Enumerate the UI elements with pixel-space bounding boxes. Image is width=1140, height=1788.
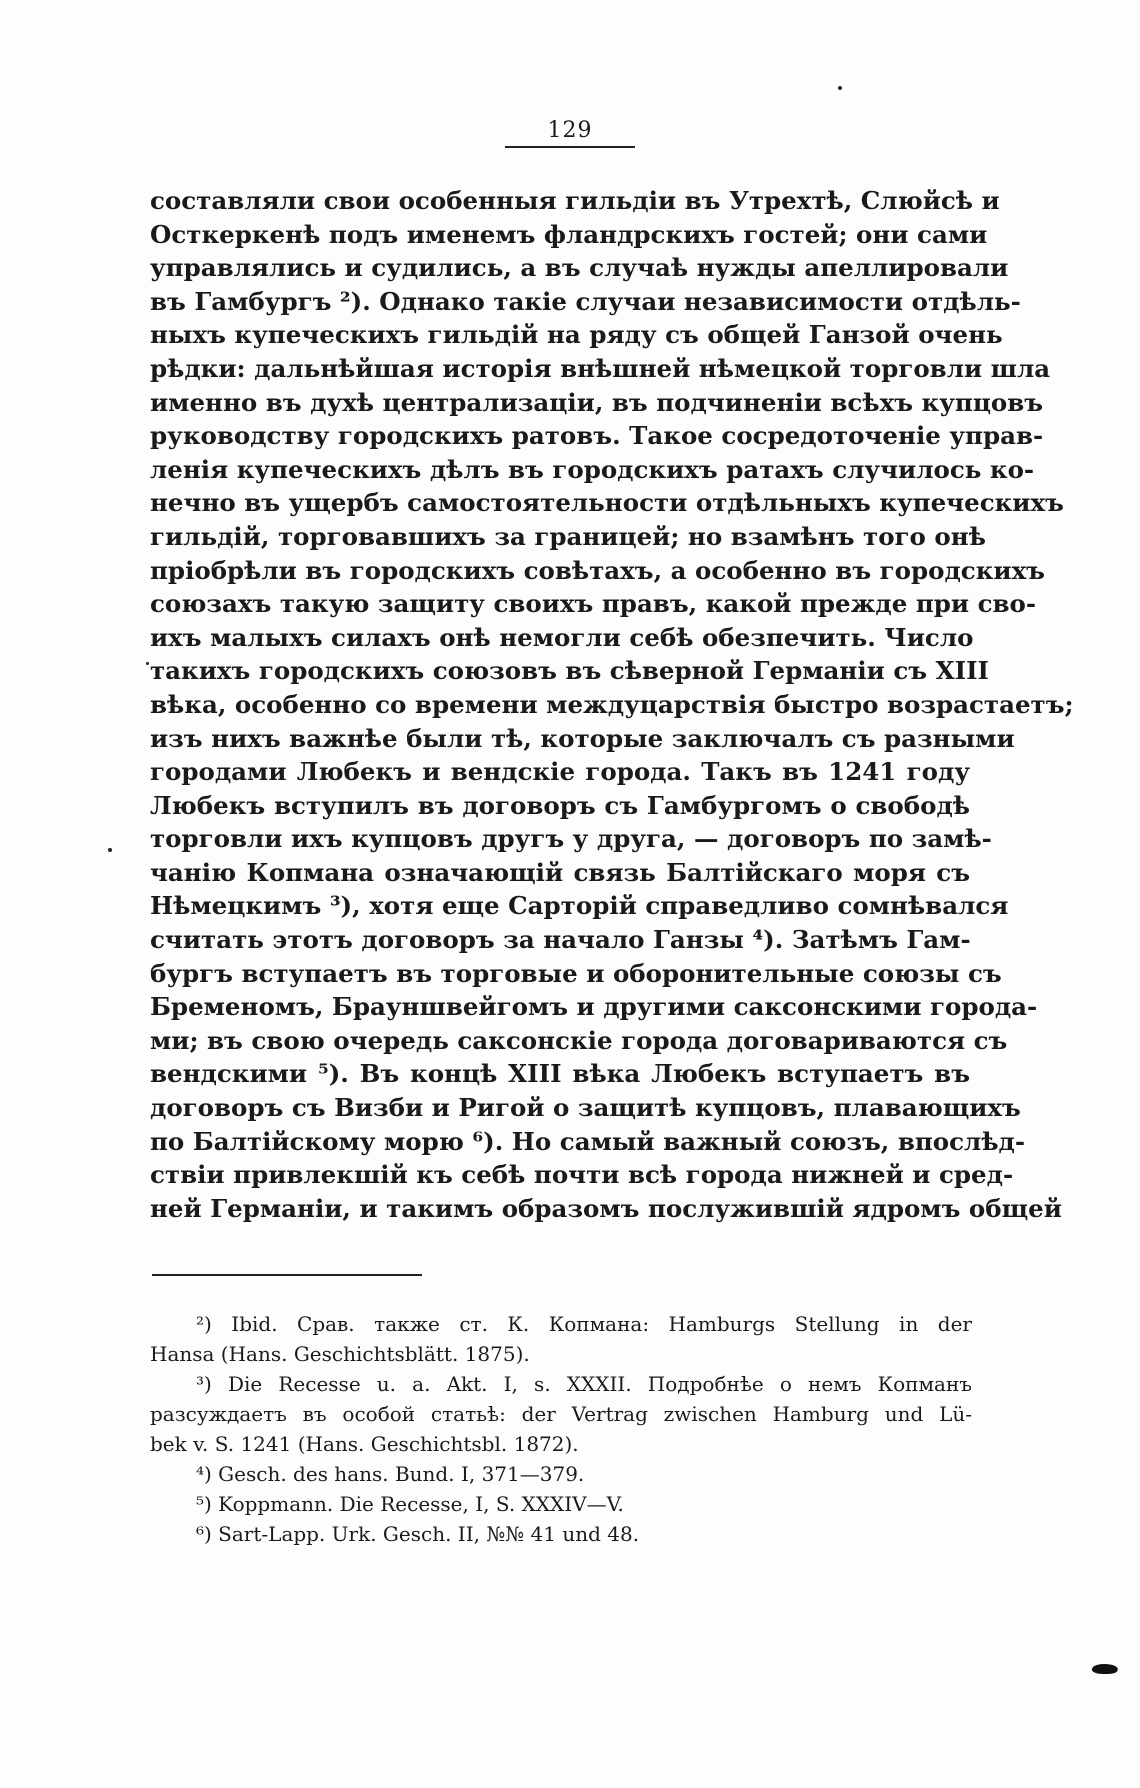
- page-number-rule: [505, 146, 635, 148]
- main-text: [150, 184, 1074, 1225]
- text-line: ленія купеческихъ дѣлъ въ городскихъ ратахъ случилось ко-: [150, 454, 1035, 484]
- edge-mark: [1090, 1664, 1120, 1674]
- text-line: ней Германіи, и такимъ образомъ послужившій ядромъ общей: [150, 1193, 1062, 1223]
- ink-speck: [838, 86, 842, 90]
- footnote-line: bek v. S. 1241 (Hans. Geschichtsbl. 1872).: [150, 1432, 579, 1456]
- footnotes: [150, 1309, 972, 1549]
- text-line: чанію Копмана означающій связь Балтійскаго моря съ: [150, 857, 970, 887]
- text-line: Любекъ вступилъ въ договоръ съ Гамбургомъ о свободѣ: [150, 790, 970, 820]
- text-line: вѣка, особенно со времени междуцарствія быстро возрастаетъ;: [150, 689, 1074, 719]
- footnote-line: ³) Die Recesse u. a. Akt. I, s. XXXII. Подробнѣе о немъ Копманъ: [196, 1372, 972, 1396]
- footnote-line: ⁶) Sart-Lapp. Urk. Gesch. II, №№ 41 und 48.: [196, 1522, 640, 1546]
- text-line: считать этотъ договоръ за начало Ганзы ⁴). Затѣмъ Гам-: [150, 925, 971, 955]
- footnote-line: ⁵) Koppmann. Die Recesse, I, S. XXXIV—V.: [196, 1492, 624, 1516]
- text-line: Осткеркенѣ подъ именемъ фландрскихъ гостей; они сами: [150, 219, 988, 249]
- text-line: бургъ вступаетъ въ торговые и оборонительные союзы съ: [150, 958, 1002, 988]
- text-line: союзахъ такую защиту своихъ правъ, какой прежде при сво-: [150, 589, 1037, 619]
- text-line: городами Любекъ и вендскіе города. Такъ въ 1241 году: [150, 757, 970, 787]
- text-line: составляли свои особенныя гильдіи въ Утрехтѣ, Слюйсѣ и: [150, 186, 1000, 215]
- text-line: по Балтійскому морю ⁶). Но самый важный союзъ, впослѣд-: [150, 1126, 1026, 1156]
- footnote-line: Hansa (Hans. Geschichtsblätt. 1875).: [150, 1342, 530, 1366]
- footnote-line: ²) Ibid. Срав. также ст. К. Копмана: Hamburgs Stellung in der: [196, 1312, 972, 1336]
- text-line: рѣдки: дальнѣйшая исторія внѣшней нѣмецкой торговли шла: [150, 353, 1051, 383]
- page-number: 129: [547, 118, 593, 143]
- text-line: именно въ духѣ централизаціи, въ подчиненіи всѣхъ купцовъ: [150, 387, 1044, 417]
- footnote-line: разсуждаетъ въ особой статьѣ: der Vertrag zwischen Hamburg und Lü-: [150, 1402, 972, 1426]
- text-line: ми; въ свою очередь саксонскіе города договариваются съ: [150, 1025, 1008, 1055]
- text-line: нечно въ ущербъ самостоятельности отдѣльныхъ купеческихъ: [150, 488, 1064, 518]
- text-line: такихъ городскихъ союзовъ въ сѣверной Германіи съ XIII: [150, 656, 989, 686]
- text-line: торговли ихъ купцовъ другъ у друга, — договоръ по замѣ-: [150, 824, 992, 854]
- text-line: Нѣмецкимъ ³), хотя еще Сарторій справедливо сомнѣвался: [150, 891, 1009, 921]
- text-line: Бременомъ, Брауншвейгомъ и другими саксонскими города-: [150, 992, 1038, 1022]
- text-line: управлялись и судились, а въ случаѣ нужды апеллировали: [150, 253, 1009, 283]
- text-line: въ Гамбургъ ²). Однако такіе случаи независимости отдѣль-: [150, 286, 1021, 316]
- ink-speck: [108, 848, 112, 852]
- text-line: руководству городскихъ ратовъ. Такое сосредоточеніе управ-: [150, 421, 1044, 451]
- text-line: договоръ съ Визби и Ригой о защитѣ купцовъ, плавающихъ: [150, 1093, 1021, 1123]
- text-line: изъ нихъ важнѣе были тѣ, которые заключалъ съ разными: [150, 723, 1015, 753]
- footnote-separator: [152, 1274, 422, 1276]
- text-line: вендскими ⁵). Въ концѣ XIII вѣка Любекъ вступаетъ въ: [150, 1059, 970, 1089]
- text-line: ныхъ купеческихъ гильдій на ряду съ общей Ганзой очень: [150, 320, 1003, 350]
- text-line: ихъ малыхъ силахъ онѣ немогли себѣ обезпечить. Число: [150, 622, 974, 652]
- text-line: ствіи привлекшій къ себѣ почти всѣ города нижней и сред-: [150, 1160, 1014, 1190]
- ink-speck: [146, 662, 149, 665]
- text-line: гильдій, торговавшихъ за границей; но взамѣнъ того онѣ: [150, 521, 986, 551]
- footnote-line: ⁴) Gesch. des hans. Bund. I, 371—379.: [196, 1462, 585, 1486]
- text-line: пріобрѣли въ городскихъ совѣтахъ, а особенно въ городскихъ: [150, 555, 1045, 585]
